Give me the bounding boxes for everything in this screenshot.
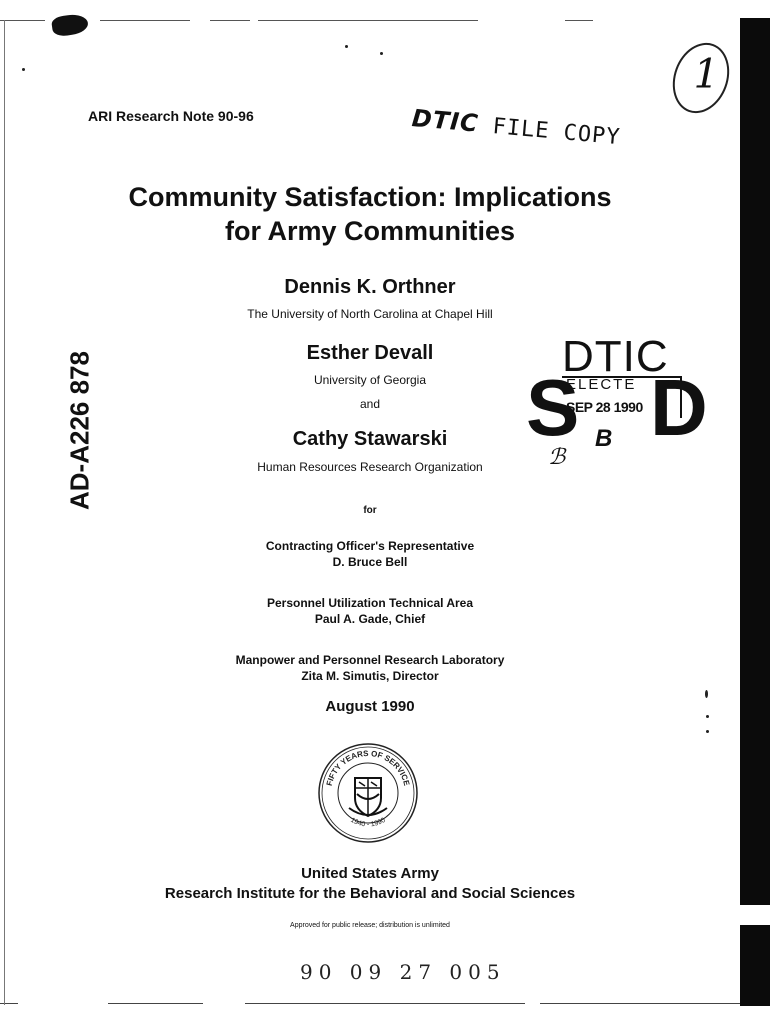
author-name: Esther Devall	[306, 342, 434, 364]
scan-speck	[705, 690, 708, 698]
and-word: and	[359, 397, 381, 411]
technical-area-block	[0, 595, 740, 627]
scan-top-rule	[565, 20, 593, 21]
laboratory-block	[0, 652, 740, 684]
dtic-stamp-mid-letter: B	[595, 425, 613, 452]
representative-name: D. Bruce Bell	[332, 555, 408, 569]
author-affiliation: The University of North Carolina at Chapel Hill	[247, 307, 493, 321]
circled-number	[663, 35, 738, 121]
scan-bottom-rule	[108, 1003, 203, 1004]
report-number: ARI Research Note 90-96	[88, 108, 254, 124]
publication-date: August 1990	[325, 698, 415, 715]
scan-speck	[380, 52, 383, 55]
scan-speck	[706, 730, 709, 733]
dtic-stamp-date: SEP 28 1990	[566, 399, 643, 415]
laboratory-director: Zita M. Simutis, Director	[301, 669, 439, 683]
scan-edge-gap	[740, 905, 770, 925]
title-line-1: Community Satisfaction: Implications	[128, 182, 612, 212]
anniversary-seal-logo	[317, 742, 419, 844]
organization-block	[0, 864, 740, 904]
dtic-file-prefix: DTIC	[410, 104, 480, 138]
handwritten-mark: ℬ	[548, 445, 566, 470]
laboratory-unit: Manpower and Personnel Research Laboratory	[235, 653, 505, 667]
scan-top-rule	[210, 20, 250, 21]
scan-edge-bar	[740, 18, 770, 1006]
author-affiliation: Human Resources Research Organization	[257, 460, 483, 474]
scan-top-rule	[258, 20, 478, 21]
organization-line-2: Research Institute for the Behavioral and Social Sciences	[164, 885, 576, 902]
document-title	[0, 180, 740, 248]
scan-bottom-rule	[0, 1003, 18, 1004]
file-copy-label: FILE COPY	[491, 114, 622, 151]
svg-text:1940 - 1990: 1940 - 1990	[349, 816, 387, 829]
svg-text:FIFTY YEARS OF SERVICE: FIFTY YEARS OF SERVICE	[324, 748, 412, 787]
scan-bottom-rule	[245, 1003, 525, 1004]
technical-area-chief: Paul A. Gade, Chief	[314, 612, 426, 626]
title-line-2: for Army Communities	[224, 216, 516, 246]
author-name: Cathy Stawarski	[292, 428, 448, 450]
release-statement: Approved for public release; distribution is unlimited	[290, 922, 450, 929]
scan-ink-blot	[51, 13, 89, 38]
dtic-stamp-right-letter: D	[650, 363, 708, 452]
dtic-file-copy-stamp	[411, 104, 622, 150]
for-word: for	[363, 505, 377, 516]
dtic-stamp-title: DTIC	[562, 332, 669, 381]
circled-number-value: 1	[693, 51, 719, 98]
technical-area-unit: Personnel Utilization Technical Area	[266, 596, 474, 610]
representative-block	[0, 538, 740, 570]
scan-top-rule	[100, 20, 190, 21]
accession-stamp-number: 90 09 27 005	[300, 960, 506, 984]
dtic-stamp-status: ELECTE	[566, 376, 637, 393]
organization-line-1: United States Army	[301, 865, 439, 882]
scan-top-rule	[0, 20, 45, 21]
accession-code: AD-A226 878	[64, 351, 95, 510]
scan-speck	[706, 715, 709, 718]
scan-speck	[345, 45, 348, 48]
scan-speck	[22, 68, 25, 71]
author-name: Dennis K. Orthner	[284, 276, 456, 298]
dtic-stamp-left-letter: S	[526, 363, 580, 452]
scan-bottom-rule	[540, 1003, 740, 1004]
author-affiliation: University of Georgia	[313, 373, 427, 387]
representative-role: Contracting Officer's Representative	[265, 539, 475, 553]
